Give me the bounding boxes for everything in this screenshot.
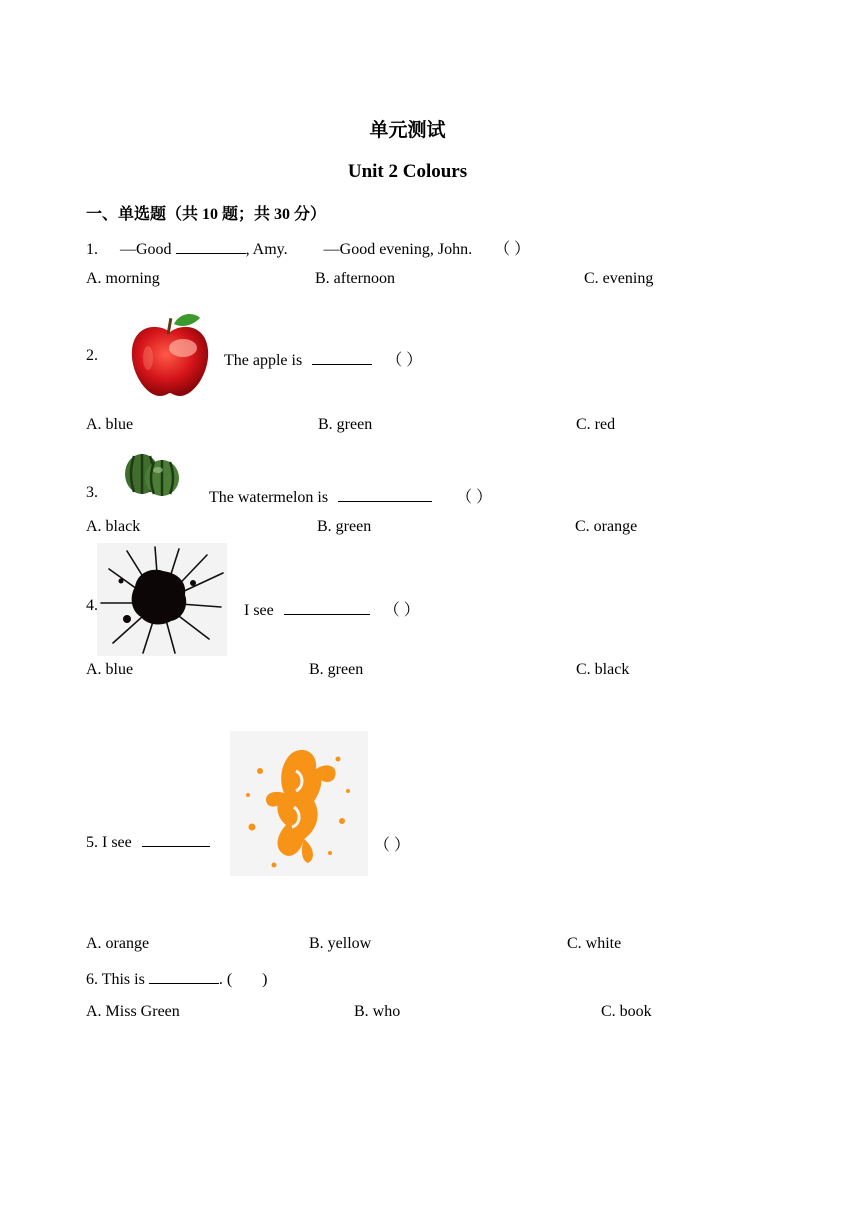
question-number: 2. (86, 347, 98, 364)
answer-blank[interactable] (149, 969, 219, 984)
black-ink-splash-picture (97, 543, 227, 656)
question-6 (86, 969, 267, 989)
question-text: I see (244, 602, 274, 619)
option-a[interactable]: A. blue (86, 416, 134, 433)
page-title: 单元测试 (369, 120, 446, 141)
question-reply: —Good evening, John. (323, 241, 473, 258)
section-heading-prefix: 一、单选题（共 (86, 206, 203, 223)
answer-blank[interactable] (284, 600, 370, 615)
unit-title: Unit 2 Colours (347, 161, 468, 182)
question-number: 3. (86, 484, 98, 501)
section-question-count: 10 (202, 206, 219, 223)
option-b[interactable]: B. green (309, 661, 364, 678)
answer-parentheses[interactable]: （ ） (374, 837, 411, 854)
option-c[interactable]: C. orange (575, 518, 638, 535)
option-a[interactable]: A. orange (86, 935, 150, 952)
option-b[interactable]: B. who (354, 1003, 401, 1020)
answer-paren-close[interactable]: ) (262, 971, 268, 988)
section-heading-suffix: 分） (290, 206, 327, 223)
apple-picture (128, 310, 212, 400)
question-text: . ( (218, 971, 233, 988)
question-1 (86, 236, 530, 259)
option-a[interactable]: A. morning (86, 270, 160, 287)
option-a[interactable]: A. black (86, 518, 141, 535)
option-b[interactable]: B. yellow (309, 935, 372, 952)
answer-blank[interactable] (176, 239, 246, 254)
answer-parentheses[interactable]: （ ） (456, 489, 493, 506)
option-c[interactable]: C. red (576, 416, 616, 433)
watermelon-picture (122, 450, 182, 498)
answer-blank[interactable] (312, 350, 372, 365)
question-4-stem (244, 597, 420, 620)
question-3-stem (209, 484, 492, 507)
section-heading-mid: 题；共 (218, 206, 275, 223)
question-text: , Amy. (245, 241, 288, 258)
option-c[interactable]: C. white (567, 935, 622, 952)
option-c[interactable]: C. evening (584, 270, 654, 287)
option-c[interactable]: C. black (576, 661, 630, 678)
option-b[interactable]: B. green (318, 416, 373, 433)
question-text: The watermelon is (209, 489, 329, 506)
question-text: —Good (120, 241, 172, 258)
section-points: 30 (274, 206, 291, 223)
question-number: 1. (86, 241, 98, 258)
orange-paint-splash-picture (230, 731, 368, 876)
answer-blank[interactable] (338, 487, 432, 502)
question-text: 5. I see (86, 834, 132, 851)
question-2-stem (224, 347, 422, 370)
question-text: 6. This is (86, 971, 145, 988)
question-text: The apple is (224, 352, 303, 369)
option-a[interactable]: A. blue (86, 661, 134, 678)
answer-parentheses[interactable]: （ ） (494, 241, 531, 258)
answer-parentheses[interactable]: （ ） (383, 602, 420, 619)
question-5-stem (86, 832, 210, 852)
option-b[interactable]: B. afternoon (315, 270, 395, 287)
option-b[interactable]: B. green (317, 518, 372, 535)
question-number: 4. (86, 597, 98, 614)
section-heading (86, 201, 326, 224)
option-c[interactable]: C. book (601, 1003, 652, 1020)
answer-blank[interactable] (142, 832, 210, 847)
answer-parentheses[interactable]: （ ） (386, 352, 423, 369)
option-a[interactable]: A. Miss Green (86, 1003, 180, 1020)
